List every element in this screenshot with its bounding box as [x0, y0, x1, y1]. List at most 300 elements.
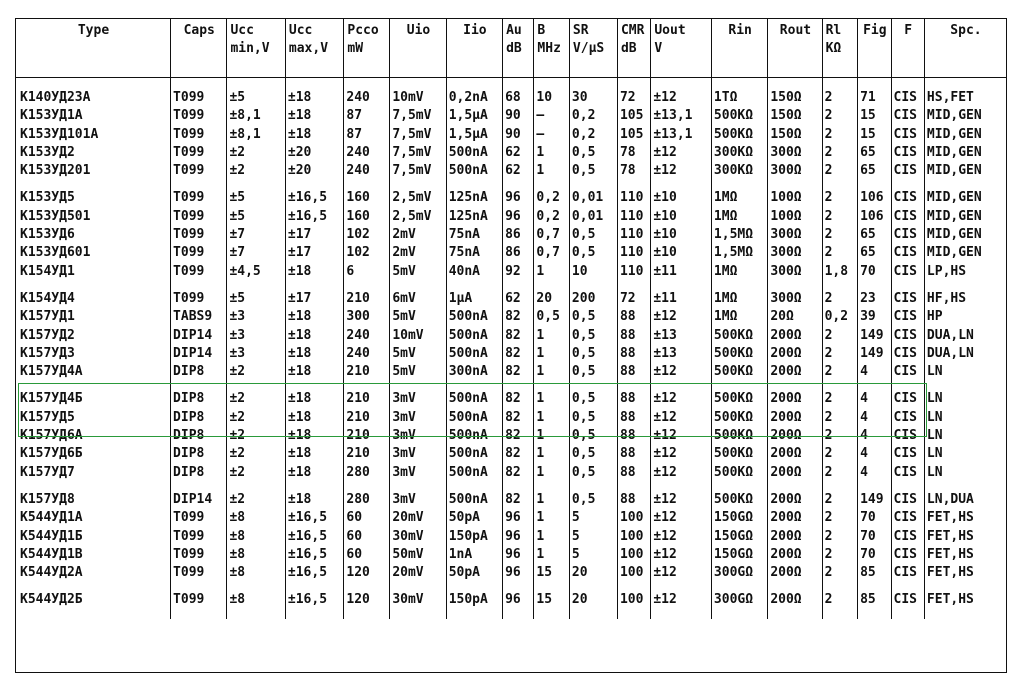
table-cell: 300Ω	[770, 144, 802, 160]
column-header-cmr	[617, 19, 650, 78]
table-cell: 3mV	[392, 491, 416, 507]
table-cell: T099	[173, 90, 205, 105]
table-cell: MID,GEN	[926, 190, 982, 206]
table-cell: 105	[619, 126, 644, 142]
column-b-cells	[534, 491, 570, 591]
column-au-cells	[503, 390, 534, 490]
table-cell: 5	[571, 510, 580, 526]
column-au-cells	[503, 591, 534, 618]
table-cell: ±12	[653, 309, 677, 325]
table-cell: 0,5	[571, 446, 596, 462]
table-cell: CIS	[893, 144, 917, 160]
table-cell: DIP8	[173, 391, 205, 407]
table-cell: 50mV	[392, 546, 424, 562]
column-uout-cells	[651, 390, 712, 490]
table-cell: 5	[571, 528, 580, 544]
column-header-line: Au	[506, 23, 522, 38]
table-cell: 82	[505, 391, 521, 407]
table-cell: ±12	[653, 565, 677, 581]
column-f-cells	[891, 290, 924, 390]
table-cell: CIS	[893, 391, 917, 407]
table-cell: ±3	[229, 345, 246, 361]
table-cell: –	[536, 108, 545, 124]
table-cell: ±8,1	[229, 126, 261, 142]
table-cell: ±12	[653, 364, 677, 380]
column-spc-cells	[924, 591, 1006, 618]
part-number: К544УД1В	[20, 546, 83, 562]
table-cell: 2	[824, 464, 833, 480]
column-au-cells	[503, 290, 534, 390]
table-cell: ±18	[287, 108, 312, 124]
column-caps-cells	[171, 189, 227, 289]
table-cell: 200Ω	[770, 428, 802, 444]
table-cell: ±16,5	[287, 565, 328, 581]
table-cell: ±11	[653, 263, 677, 279]
table-cell: 2	[824, 208, 833, 224]
table-cell: 78	[619, 144, 636, 160]
table-cell: 2	[824, 345, 833, 361]
column-b-cells	[534, 390, 570, 490]
column-header-line: Ucc	[288, 23, 313, 38]
column-cmr-cells	[617, 78, 650, 190]
table-cell: DIP8	[173, 428, 205, 444]
table-cell: LN	[926, 409, 943, 425]
table-cell: CIS	[893, 126, 917, 142]
table-cell: 240	[346, 90, 370, 105]
table-cell: 96	[505, 592, 521, 608]
table-cell: ±20	[287, 144, 312, 160]
column-uout-cells	[651, 189, 712, 289]
table-cell: 0,5	[571, 144, 596, 160]
table-cell: 70	[860, 510, 876, 526]
row-group	[16, 290, 1006, 390]
table-cell: 88	[619, 309, 636, 325]
column-caps-cells	[171, 491, 227, 591]
table-cell: 7,5mV	[392, 126, 432, 142]
table-cell: 2	[824, 163, 833, 179]
column-uio-cells	[390, 78, 446, 190]
table-cell: 1	[536, 327, 545, 343]
table-cell: 0,2	[536, 208, 560, 224]
table-cell: ±5	[229, 90, 246, 105]
table-cell: 2,5mV	[392, 208, 432, 224]
table-cell: 200Ω	[770, 592, 802, 608]
table-cell: 1	[536, 428, 545, 444]
part-number: К157УД6А	[20, 428, 83, 444]
column-ucc-max-cells	[285, 290, 343, 390]
table-cell: 96	[505, 190, 521, 206]
column-header-line: Uout	[654, 23, 686, 38]
part-number: К157УД8	[20, 491, 75, 507]
column-spc-cells	[924, 290, 1006, 390]
table-cell: 500KΩ	[713, 464, 754, 480]
table-cell: 125nA	[448, 190, 488, 206]
column-cmr-cells	[617, 390, 650, 490]
part-number: К153УД6	[20, 227, 75, 243]
table-cell: CIS	[893, 108, 917, 124]
table-cell: 300Ω	[770, 245, 802, 261]
table-cell: ±18	[287, 364, 312, 380]
table-cell: 20Ω	[770, 309, 794, 325]
table-cell: 0,5	[536, 309, 560, 325]
table-cell: 110	[619, 227, 644, 243]
part-number: К157УД4Б	[20, 391, 83, 407]
table-cell: 70	[860, 546, 876, 562]
table-cell: ±2	[229, 446, 246, 462]
table-cell: 1	[536, 510, 545, 526]
table-cell: 23	[860, 290, 876, 306]
table-cell: ±16,5	[287, 546, 328, 562]
table-cell: ±17	[287, 227, 312, 243]
table-cell: 65	[860, 144, 876, 160]
table-cell: LN	[926, 428, 943, 444]
table-cell: 20	[536, 290, 553, 306]
table-cell: 300KΩ	[713, 163, 754, 179]
table-cell: 15	[860, 108, 876, 124]
table-cell: ±12	[653, 446, 677, 462]
column-rl-cells	[822, 78, 858, 190]
table-cell: MID,GEN	[926, 245, 982, 261]
table-cell: 2	[824, 391, 833, 407]
table-cell: ±4,5	[229, 263, 261, 279]
table-cell: CIS	[893, 245, 917, 261]
table-cell: 1,5MΩ	[713, 227, 754, 243]
column-iio-cells	[446, 189, 502, 289]
table-cell: 200Ω	[770, 546, 802, 562]
table-cell: 88	[619, 327, 636, 343]
table-cell: CIS	[893, 446, 917, 462]
table-cell: ±12	[653, 491, 677, 507]
part-number: К157УД6Б	[20, 446, 83, 462]
table-cell: 2	[824, 592, 833, 608]
table-cell: 87	[346, 108, 363, 124]
column-type-cells	[16, 491, 171, 591]
column-type-cells	[16, 591, 171, 618]
table-cell: 200Ω	[770, 510, 802, 526]
table-cell: LN,DUA	[926, 491, 974, 507]
column-rout-cells	[768, 78, 822, 190]
table-cell: 300GΩ	[713, 592, 754, 608]
table-cell: FET,HS	[926, 592, 974, 608]
table-cell: 500KΩ	[713, 126, 754, 142]
table-cell: 5mV	[392, 263, 416, 279]
column-uio-cells	[390, 189, 446, 289]
part-number: К153УД201	[20, 163, 91, 179]
part-number: К157УД7	[20, 464, 75, 480]
table-cell: 10mV	[392, 327, 424, 343]
table-cell: 200Ω	[770, 391, 802, 407]
table-cell: CIS	[893, 290, 917, 306]
table-cell: 2	[824, 364, 833, 380]
table-cell: CIS	[893, 592, 917, 608]
table-cell: 20	[571, 592, 588, 608]
table-cell: 280	[346, 491, 370, 507]
table-cell: 5mV	[392, 345, 416, 361]
table-cell: 2	[824, 428, 833, 444]
column-uout-cells	[651, 78, 712, 190]
table-cell: 240	[346, 144, 370, 160]
table-cell: 4	[860, 409, 868, 425]
table-cell: 1	[536, 464, 545, 480]
column-caps-cells	[171, 290, 227, 390]
table-cell: 1MΩ	[713, 208, 738, 224]
table-cell: 0,5	[571, 409, 596, 425]
table-cell: ±12	[653, 409, 677, 425]
table-cell: 62	[505, 163, 521, 179]
table-cell: 1	[536, 364, 545, 380]
table-cell: 150GΩ	[713, 546, 754, 562]
column-iio-cells	[446, 591, 502, 618]
table-cell: 1	[536, 163, 545, 179]
table-cell: 88	[619, 428, 636, 444]
column-header-line: max,V	[288, 41, 329, 57]
column-cmr-cells	[617, 290, 650, 390]
row-group	[16, 189, 1006, 289]
column-header-line: B	[537, 23, 546, 38]
column-rout-cells	[768, 390, 822, 490]
table-cell: 300nA	[448, 364, 488, 380]
column-header-line: F	[904, 23, 913, 38]
table-cell: 100	[619, 528, 644, 544]
table-cell: CIS	[893, 364, 917, 380]
column-f-cells	[891, 78, 924, 190]
column-ucc-max-cells	[285, 390, 343, 490]
table-cell: 2	[824, 227, 833, 243]
table-cell: ±13,1	[653, 108, 693, 124]
part-number: К153УД2	[20, 144, 75, 160]
table-cell: 15	[536, 592, 553, 608]
table-cell: 85	[860, 565, 876, 581]
table-cell: ±17	[287, 245, 312, 261]
column-header-line: Type	[77, 23, 110, 38]
table-cell: 2	[824, 409, 833, 425]
table-cell: ±16,5	[287, 208, 328, 224]
column-header-line: Rout	[779, 23, 812, 38]
table-cell: 200Ω	[770, 364, 802, 380]
table-cell: ±12	[653, 144, 677, 160]
table-cell: 210	[346, 428, 370, 444]
column-ucc-min-cells	[227, 390, 285, 490]
table-cell: T099	[173, 245, 205, 261]
table-cell: 120	[346, 565, 370, 581]
table-cell: 1,5µA	[448, 126, 488, 142]
column-ucc-max-cells	[285, 491, 343, 591]
part-number: К157УД2	[20, 327, 75, 343]
table-cell: 78	[619, 163, 636, 179]
column-rin-cells	[711, 290, 767, 390]
column-header-line: SR	[572, 23, 589, 38]
table-cell: ±8	[229, 592, 246, 608]
part-number: К153УД101А	[20, 126, 99, 142]
table-cell: ±12	[653, 464, 677, 480]
table-cell: 0,2nA	[448, 90, 488, 105]
table-cell: 2	[824, 327, 833, 343]
table-cell: 86	[505, 227, 521, 243]
table-cell: 0,5	[571, 309, 596, 325]
table-cell: DIP8	[173, 464, 205, 480]
table-cell: 500KΩ	[713, 491, 754, 507]
column-f-cells	[891, 390, 924, 490]
column-header-line: V/µS	[572, 41, 605, 57]
table-cell: 96	[505, 510, 521, 526]
column-uio-cells	[390, 290, 446, 390]
table-cell: CIS	[893, 491, 917, 507]
part-number: К544УД2Б	[20, 592, 83, 608]
table-cell: 300KΩ	[713, 144, 754, 160]
table-cell: 500KΩ	[713, 391, 754, 407]
table-cell: ±11	[653, 290, 677, 306]
table-cell: 106	[860, 208, 884, 224]
column-fig-cells	[858, 290, 891, 390]
column-rin-cells	[711, 78, 767, 190]
column-header-line: mW	[347, 41, 364, 57]
column-header-line: Fig	[863, 23, 887, 38]
table-cell: 2	[824, 290, 833, 306]
table-cell: 0,5	[571, 163, 596, 179]
table-cell: 3mV	[392, 409, 416, 425]
table-cell: T099	[173, 565, 205, 581]
table-cell: ±3	[229, 309, 246, 325]
table-cell: 102	[346, 245, 370, 261]
table-cell: 300Ω	[770, 227, 802, 243]
column-header-pcco	[344, 19, 390, 78]
table-cell: T099	[173, 190, 205, 206]
table-cell: 210	[346, 364, 370, 380]
column-caps-cells	[171, 390, 227, 490]
table-cell: ±2	[229, 491, 246, 507]
table-cell: 2mV	[392, 245, 416, 261]
table-cell: 2	[824, 528, 833, 544]
table-cell: FET,HS	[926, 510, 974, 526]
table-cell: 200Ω	[770, 528, 802, 544]
table-cell: CIS	[893, 345, 917, 361]
column-type-cells	[16, 78, 171, 190]
table-cell: ±2	[229, 464, 246, 480]
column-ucc-min-cells	[227, 591, 285, 618]
table-cell: CIS	[893, 208, 917, 224]
column-header-line: Rl	[825, 23, 842, 38]
table-cell: 3mV	[392, 446, 416, 462]
table-cell: CIS	[893, 464, 917, 480]
table-cell: 82	[505, 327, 521, 343]
part-number: К544УД2А	[20, 565, 83, 581]
part-number: К153УД601	[20, 245, 91, 261]
table-cell: ±16,5	[287, 510, 328, 526]
table-cell: 62	[505, 144, 521, 160]
column-header-line: Pcco	[347, 23, 379, 38]
column-pcco-cells	[344, 591, 390, 618]
column-header-spc	[924, 19, 1006, 78]
table-cell: 0,5	[571, 245, 596, 261]
table-cell: 0,5	[571, 227, 596, 243]
table-cell: CIS	[893, 309, 917, 325]
table-cell: 7,5mV	[392, 108, 432, 124]
table-cell: MID,GEN	[926, 144, 982, 160]
table-cell: 110	[619, 245, 644, 261]
part-number: К544УД1А	[20, 510, 83, 526]
table-cell: 300Ω	[770, 163, 802, 179]
table-cell: 30mV	[392, 592, 424, 608]
column-spc-cells	[924, 78, 1006, 190]
column-fig-cells	[858, 591, 891, 618]
table-cell: ±2	[229, 428, 246, 444]
table-cell: 1	[536, 345, 545, 361]
table-cell: 1	[536, 446, 545, 462]
column-fig-cells	[858, 491, 891, 591]
table-cell: ±13	[653, 345, 677, 361]
table-cell: 40nA	[448, 263, 481, 279]
table-cell: 500nA	[448, 428, 488, 444]
column-ucc-max-cells	[285, 78, 343, 190]
part-number: К157УД1	[20, 309, 75, 325]
column-pcco-cells	[344, 290, 390, 390]
table-cell: 60	[346, 546, 363, 562]
table-cell: FET,HS	[926, 565, 974, 581]
table-cell: 1	[536, 144, 545, 160]
table-cell: 88	[619, 446, 636, 462]
column-rout-cells	[768, 290, 822, 390]
column-au-cells	[503, 78, 534, 190]
table-cell: 500nA	[448, 464, 488, 480]
table-cell: ±8	[229, 565, 246, 581]
table-cell: MID,GEN	[926, 208, 982, 224]
table-cell: T099	[173, 227, 205, 243]
column-header-rl	[822, 19, 858, 78]
table-cell: 1MΩ	[713, 309, 738, 325]
table-cell: 96	[505, 208, 521, 224]
column-sr-cells	[569, 390, 617, 490]
table-cell: 4	[860, 464, 868, 480]
row-group	[16, 78, 1006, 190]
table-cell: 50pA	[448, 565, 481, 581]
table-cell: 6	[346, 263, 355, 279]
table-cell: 110	[619, 263, 644, 279]
table-cell: 1,5MΩ	[713, 245, 754, 261]
table-cell: 1MΩ	[713, 263, 738, 279]
table-cell: ±3	[229, 327, 246, 343]
part-number: К153УД5	[20, 190, 75, 206]
column-header-line: Rin	[728, 23, 752, 38]
table-cell: 500KΩ	[713, 409, 754, 425]
table-cell: HS,FET	[926, 90, 974, 105]
table-cell: ±7	[229, 227, 246, 243]
table-cell: ±2	[229, 144, 246, 160]
table-cell: 2	[824, 126, 833, 142]
table-cell: 60	[346, 528, 363, 544]
table-cell: 2	[824, 108, 833, 124]
table-cell: 500KΩ	[713, 428, 754, 444]
table-cell: 0,5	[571, 327, 596, 343]
column-cmr-cells	[617, 491, 650, 591]
table-cell: 1MΩ	[713, 290, 738, 306]
part-number: К154УД4	[20, 290, 75, 306]
table-cell: 3mV	[392, 464, 416, 480]
column-rl-cells	[822, 390, 858, 490]
table-cell: 100	[619, 510, 644, 526]
column-iio-cells	[446, 290, 502, 390]
table-cell: 0,2	[571, 108, 596, 124]
table-cell: ±16,5	[287, 528, 328, 544]
column-pcco-cells	[344, 189, 390, 289]
table-cell: 88	[619, 491, 636, 507]
column-rl-cells	[822, 591, 858, 618]
table-cell: 3mV	[392, 391, 416, 407]
table-cell: 10	[536, 90, 553, 105]
table-cell: TABS9	[173, 309, 213, 325]
column-pcco-cells	[344, 491, 390, 591]
table-cell: 82	[505, 428, 521, 444]
column-header-fig	[858, 19, 891, 78]
